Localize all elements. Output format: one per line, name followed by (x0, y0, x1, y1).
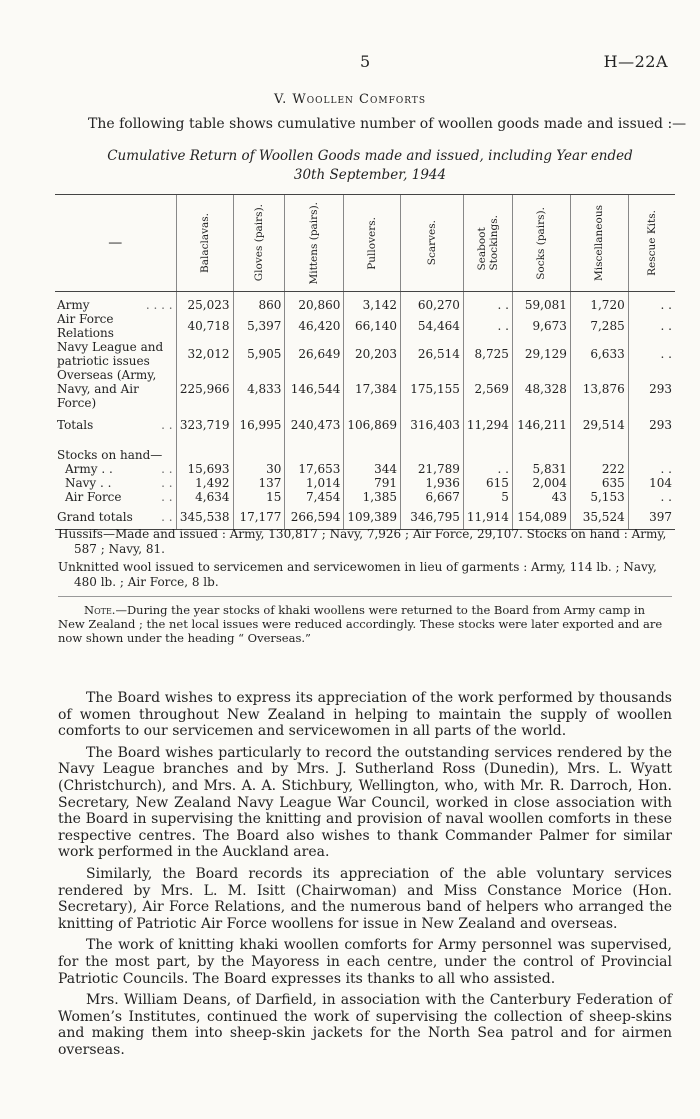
table-header-row (55, 195, 675, 292)
column-header (233, 195, 285, 292)
table-cell: 5,905 (233, 340, 285, 368)
table-cell: 54,464 (401, 312, 464, 340)
row-label (55, 476, 176, 490)
table-cell: 1,492 (176, 476, 233, 490)
table-cell: 175,155 (401, 368, 464, 410)
table-cell: . . (463, 292, 512, 313)
table-cell: 7,454 (285, 490, 344, 504)
table-cell: 25,023 (176, 292, 233, 313)
table-cell: 13,876 (570, 368, 628, 410)
table-cell: 1,936 (401, 476, 464, 490)
table-notes (58, 527, 672, 593)
document-reference: H—22A (603, 52, 668, 71)
table-cell: 323,719 (176, 410, 233, 438)
footnote-text: —During the year stocks of khaki woollens were returned to the Board from Army camp in New Zealand ; the net local issues were reduced accordingly. These stocks were later exported and are now shown under the heading “ Overseas.” (58, 603, 663, 645)
table-cell: 43 (512, 490, 570, 504)
column-header-text: Miscellaneous (593, 204, 606, 282)
table-cell (233, 438, 285, 462)
table-cell: 29,514 (570, 410, 628, 438)
table-cell: 146,544 (285, 368, 344, 410)
table-row (55, 312, 675, 340)
hussifs-note: Hussifs—Made and issued : Army, 130,817 ; Navy, 7,926 ; Air Force, 29,107. Stocks on hand : Army, 587 ; Navy, 81. (58, 527, 667, 556)
column-header (176, 195, 233, 292)
leader-dots: . . (161, 490, 173, 504)
table-row (55, 292, 675, 313)
row-label (55, 490, 176, 504)
table-cell: 293 (628, 410, 675, 438)
paragraph: The Board wishes particularly to record the outstanding services rendered by the Navy League branches and by Mrs. J. Sutherland Ross (Dunedin), Mrs. L. Wyatt (Christchurch), and Mrs. A. A. Stichbury, Wellington, who, with Mr. R. Darroch, Hon. Secretary, New Zealand Navy League War Council, worked in close association with the Board in supervising the knitting and provision of naval woollen comforts in these respective centres. The Board also wishes to thank Commander Palmer for similar work performed in the Auckland area. (58, 744, 672, 861)
leader-dots: . . (161, 462, 173, 476)
table-cell: . . (628, 490, 675, 504)
row-label-text: Navy . . (65, 476, 112, 490)
table-cell: 35,524 (570, 504, 628, 530)
footnote (58, 603, 672, 645)
table-cell: 32,012 (176, 340, 233, 368)
row-label-text: Navy League and patriotic issues (57, 340, 164, 368)
leader-dots: . . (161, 510, 173, 524)
table-cell: 4,833 (233, 368, 285, 410)
column-header (570, 195, 628, 292)
table-cell: 2,004 (512, 476, 570, 490)
leader-dots: . . (161, 476, 173, 490)
table-cell: 17,177 (233, 504, 285, 530)
table-cell: 222 (570, 462, 628, 476)
table-cell: 17,384 (344, 368, 401, 410)
footnote-label: Note. (84, 603, 116, 617)
table-cell: 7,285 (570, 312, 628, 340)
table-cell: 316,403 (401, 410, 464, 438)
row-label-text: Overseas (Army, Navy, and Air Force) (57, 368, 157, 410)
table-cell: 29,129 (512, 340, 570, 368)
row-label-text: Stocks on hand— (57, 448, 163, 462)
table-row (55, 410, 675, 438)
table-cell: 5 (463, 490, 512, 504)
paragraph: The Board wishes to express its appreciation of the work performed by thousands of women throughout New Zealand in helping to maintain the supply of woollen comforts to our servicemen and servicewomen in all parts of the world. (58, 690, 672, 740)
table-row (55, 476, 675, 490)
table-cell: 266,594 (285, 504, 344, 530)
table-cell (401, 438, 464, 462)
column-header (512, 195, 570, 292)
caption-line-1: Cumulative Return of Woollen Goods made and issued, including Year ended (107, 148, 633, 164)
table-cell: 1,720 (570, 292, 628, 313)
table-cell: 9,673 (512, 312, 570, 340)
column-header (285, 195, 344, 292)
table-cell: 21,789 (401, 462, 464, 476)
column-header-text: Seaboot Stockings. (475, 215, 500, 271)
table-cell: 293 (628, 368, 675, 410)
table-row (55, 504, 675, 530)
body-text (58, 690, 672, 1063)
row-label-text: Air Force (65, 490, 122, 504)
table-row (55, 462, 675, 476)
table-cell: 5,831 (512, 462, 570, 476)
table-cell: 344 (344, 462, 401, 476)
row-label (55, 312, 176, 340)
table-cell: 40,718 (176, 312, 233, 340)
table-cell: 26,649 (285, 340, 344, 368)
table-cell: 20,203 (344, 340, 401, 368)
table-cell: 146,211 (512, 410, 570, 438)
table-cell: 791 (344, 476, 401, 490)
table-cell: 20,860 (285, 292, 344, 313)
table-cell: 26,514 (401, 340, 464, 368)
table-cell: 106,869 (344, 410, 401, 438)
table-cell: 1,385 (344, 490, 401, 504)
row-label (55, 340, 176, 368)
table-cell: 60,270 (401, 292, 464, 313)
table-cell: 1,014 (285, 476, 344, 490)
row-label (55, 410, 176, 438)
table-cell: 240,473 (285, 410, 344, 438)
row-label-text: Grand totals (57, 510, 133, 524)
row-label (55, 504, 176, 530)
table-cell: 8,725 (463, 340, 512, 368)
table-cell: . . (628, 292, 675, 313)
table-cell: 48,328 (512, 368, 570, 410)
table-cell: 30 (233, 462, 285, 476)
row-label-text: Army . . (65, 462, 113, 476)
table-cell: 137 (233, 476, 285, 490)
table-row (55, 368, 675, 410)
column-header-text: Scarves. (425, 220, 438, 266)
table-row (55, 340, 675, 368)
table-cell: 17,653 (285, 462, 344, 476)
table-cell: . . (463, 462, 512, 476)
paragraph: Similarly, the Board records its appreciation of the able voluntary services rendered by Mrs. L. M. Isitt (Chairwoman) and Miss Constance Morice (Hon. Secretary), Air Force Relations, and the numerous band of helpers who arranged the knitting of Patriotic Air Force woollens for issue in New Zealand and overseas. (58, 865, 672, 932)
unknitted-wool-note: Unknitted wool issued to servicemen and servicewomen in lieu of garments : Army, 114 lb. ; Navy, 480 lb. ; Air Force, 8 lb. (58, 560, 657, 589)
caption-line-2: 30th September, 1944 (293, 167, 447, 183)
woollen-goods-table (55, 194, 675, 530)
table-cell (176, 438, 233, 462)
table-cell: 3,142 (344, 292, 401, 313)
column-header-text: Balaclavas. (198, 212, 211, 273)
column-header-text: Mittens (pairs). (308, 201, 321, 285)
paragraph: Mrs. William Deans, of Darfield, in association with the Canterbury Federation of Women’s Institutes, continued the work of supervising the collection of sheep-skins and making them into sheep-skin jackets for the North Sea patrol and for airmen overseas. (58, 992, 672, 1058)
table-cell: . . (463, 312, 512, 340)
table-cell: 345,538 (176, 504, 233, 530)
table-cell (463, 438, 512, 462)
table-cell: 225,966 (176, 368, 233, 410)
table-cell: . . (628, 340, 675, 368)
leader-dots: . . (161, 418, 173, 432)
table-cell: 46,420 (285, 312, 344, 340)
column-header (401, 195, 464, 292)
intro-text: The following table shows cumulative number of woollen goods made and issued :— (88, 116, 687, 132)
table-cell (285, 438, 344, 462)
table-cell: 11,914 (463, 504, 512, 530)
table-cell: 15 (233, 490, 285, 504)
table-cell: 104 (628, 476, 675, 490)
table-cell: 66,140 (344, 312, 401, 340)
table-cell: 5,397 (233, 312, 285, 340)
table-cell: 109,389 (344, 504, 401, 530)
table-row (55, 490, 675, 504)
table-cell: 15,693 (176, 462, 233, 476)
table-cell (570, 438, 628, 462)
table-cell (628, 438, 675, 462)
divider (58, 596, 672, 597)
table-cell: 4,634 (176, 490, 233, 504)
page-number: 5 (360, 52, 371, 71)
header-corner: — (55, 195, 176, 292)
row-label-text: Air Force Relations (57, 312, 114, 340)
table-cell: 635 (570, 476, 628, 490)
table-cell: 397 (628, 504, 675, 530)
row-label (55, 368, 176, 410)
row-label (55, 462, 176, 476)
section-title: V. Woollen Comforts (274, 92, 426, 107)
table-cell: 860 (233, 292, 285, 313)
table-cell (344, 438, 401, 462)
row-label (55, 292, 176, 313)
row-label-text: Army (57, 298, 90, 312)
table-cell: 346,795 (401, 504, 464, 530)
column-header-text: Socks (pairs). (535, 206, 548, 280)
table-row (55, 438, 675, 462)
table-cell: 154,089 (512, 504, 570, 530)
table-cell: 5,153 (570, 490, 628, 504)
row-label (55, 438, 176, 462)
column-header-text: Rescue Kits. (645, 210, 658, 276)
paragraph: The work of knitting khaki woollen comforts for Army personnel was supervised, for the most part, by the Mayoress in each centre, under the control of Provincial Patriotic Councils. The Board expresses its thanks to all who assisted. (58, 937, 672, 987)
column-header (628, 195, 675, 292)
table-cell: 6,667 (401, 490, 464, 504)
row-label-text: Totals (57, 418, 94, 432)
table-cell: 615 (463, 476, 512, 490)
table-cell: 59,081 (512, 292, 570, 313)
table-cell: 16,995 (233, 410, 285, 438)
table-cell: 11,294 (463, 410, 512, 438)
column-header (344, 195, 401, 292)
table-cell: 6,633 (570, 340, 628, 368)
table-cell: . . (628, 312, 675, 340)
column-header-text: Pullovers. (366, 216, 379, 270)
table-caption (70, 147, 670, 185)
table-cell: 2,569 (463, 368, 512, 410)
table-cell (512, 438, 570, 462)
column-header (463, 195, 512, 292)
column-header-text: Gloves (pairs). (252, 204, 265, 282)
table-cell: . . (628, 462, 675, 476)
leader-dots: . . . . (145, 298, 173, 312)
